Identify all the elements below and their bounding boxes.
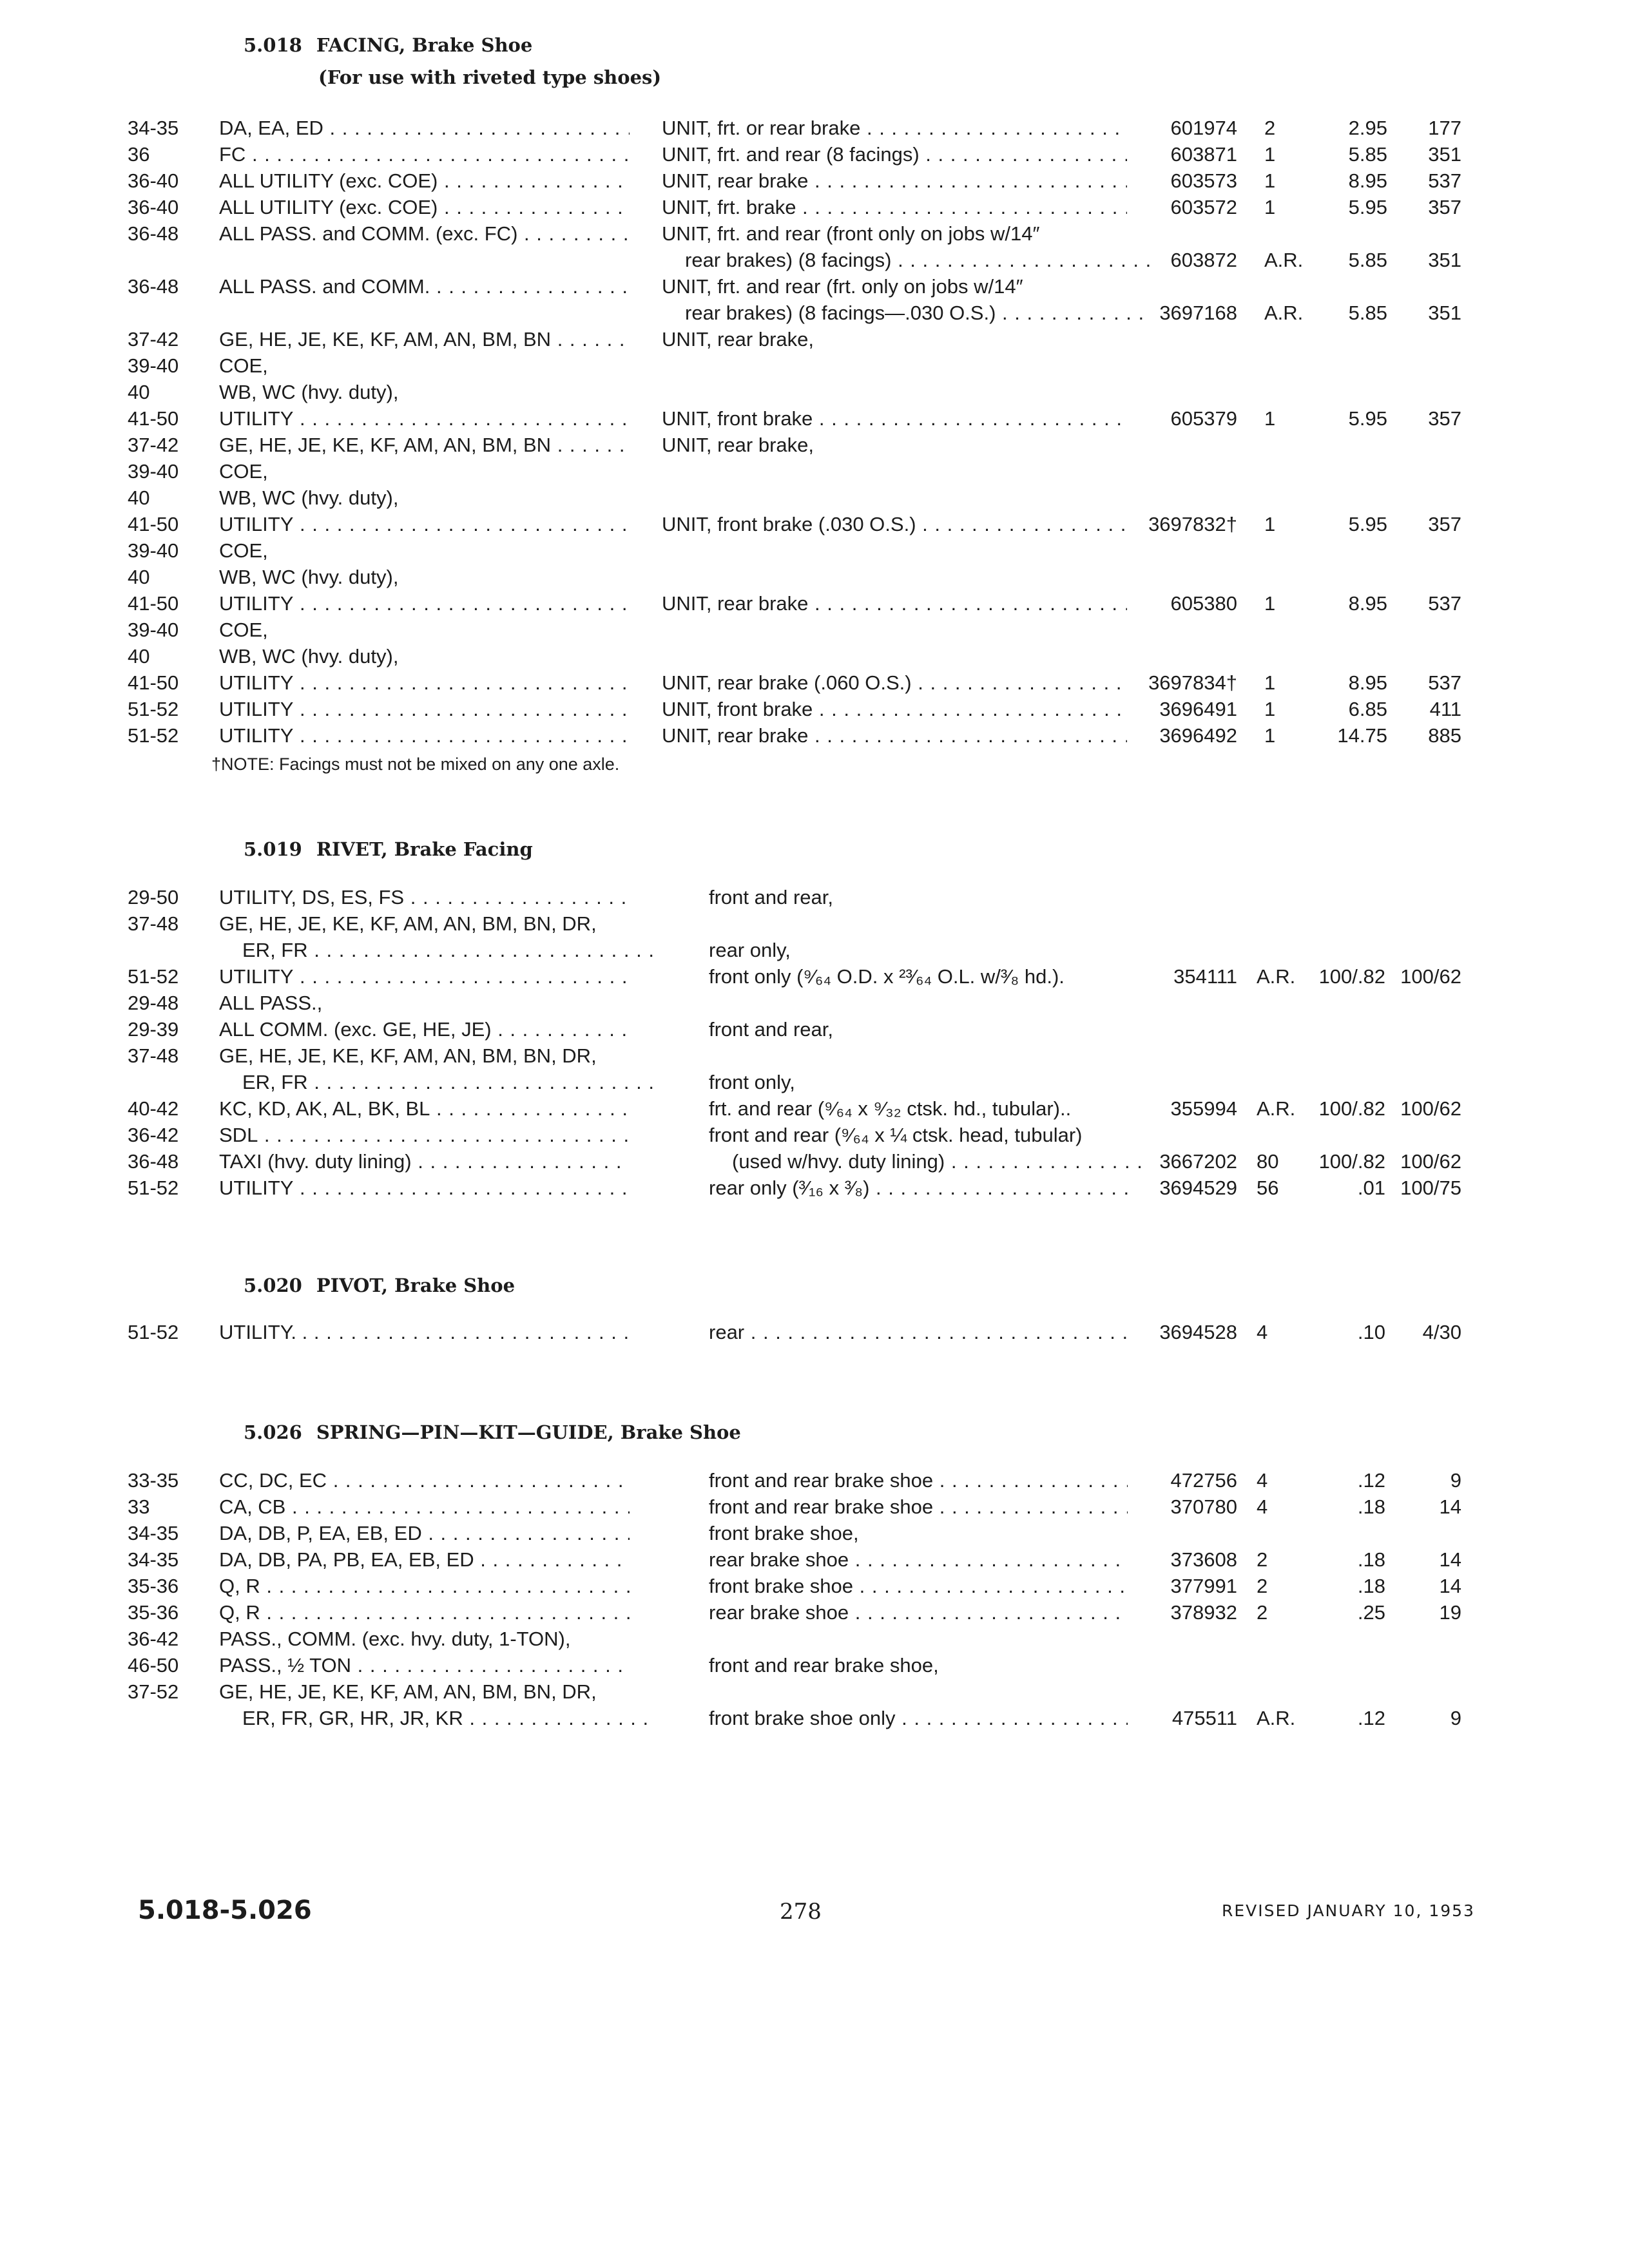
multiple-price-cell: 100/62: [1400, 1150, 1461, 1173]
table-row: [0, 990, 1629, 1016]
table-row: [0, 1494, 1629, 1520]
model-cell: ALL UTILITY (exc. COE) . . .: [219, 168, 630, 194]
price-cell: 5.85: [1348, 249, 1387, 271]
part-number-cell: 3667202: [1159, 1150, 1237, 1173]
model-cell: WB, WC (hvy. duty),: [219, 566, 399, 588]
year-cell: 36-42: [128, 1628, 179, 1650]
model-cell: COE,: [219, 619, 268, 641]
quantity-cell: 56: [1257, 1177, 1279, 1199]
year-cell: 37-42: [128, 434, 179, 456]
table-row: [0, 1599, 1629, 1626]
price-cell: 100/.82: [1318, 1097, 1385, 1120]
quantity-cell: 1: [1264, 407, 1276, 430]
part-number-cell: 377991: [1170, 1575, 1237, 1597]
model-cell: COE,: [219, 460, 268, 483]
section-title: 5.026 SPRING—PIN—KIT—GUIDE, Brake Shoe: [244, 1421, 741, 1443]
part-number-cell: 603872: [1170, 249, 1237, 271]
model-cell: UTILITY, DS, ES, FS . . .: [219, 884, 630, 910]
table-row: [0, 1095, 1629, 1122]
table-row: [0, 669, 1629, 696]
model-cell: ALL PASS. and COMM. . . .: [219, 273, 630, 300]
price-cell: .25: [1357, 1601, 1385, 1624]
multiple-price-cell: 351: [1428, 143, 1461, 166]
model-cell: PASS., COMM. (exc. hvy. duty, 1-TON),: [219, 1628, 571, 1650]
multiple-price-cell: 885: [1428, 724, 1461, 747]
year-cell: 40: [128, 566, 150, 588]
quantity-cell: 2: [1257, 1575, 1268, 1597]
model-cell: UTILITY . . .: [219, 696, 630, 722]
year-cell: 36-42: [128, 1124, 179, 1146]
part-number-cell: 603573: [1170, 169, 1237, 192]
year-cell: 29-50: [128, 886, 179, 908]
table-row: [0, 1678, 1629, 1705]
year-cell: 34-35: [128, 117, 179, 139]
model-cell: ER, FR, GR, HR, JR, KR . . .: [219, 1705, 653, 1731]
price-cell: 5.95: [1348, 513, 1387, 535]
quantity-cell: 4: [1257, 1321, 1268, 1343]
table-row: [0, 564, 1629, 590]
year-cell: 37-42: [128, 328, 179, 351]
price-cell: .18: [1357, 1548, 1385, 1571]
parts-table: [0, 115, 1629, 749]
model-cell: ER, FR . . .: [219, 937, 653, 963]
table-row: [0, 115, 1629, 141]
year-cell: 34-35: [128, 1548, 179, 1571]
quantity-cell: 2: [1264, 117, 1276, 139]
quantity-cell: A.R.: [1257, 965, 1296, 988]
year-cell: 51-52: [128, 1177, 179, 1199]
multiple-price-cell: 19: [1439, 1601, 1461, 1624]
multiple-price-cell: 357: [1428, 196, 1461, 218]
model-cell: UTILITY . . .: [219, 669, 630, 696]
multiple-price-cell: 9: [1450, 1469, 1461, 1492]
description-cell: rear only (³⁄₁₆ x ³⁄₈) . . .: [709, 1175, 1128, 1201]
part-number-cell: 355994: [1170, 1097, 1237, 1120]
year-cell: 40: [128, 645, 150, 668]
description-cell: front only,: [709, 1071, 795, 1093]
model-cell: KC, KD, AK, AL, BK, BL . . .: [219, 1095, 630, 1122]
part-number-cell: 472756: [1170, 1469, 1237, 1492]
table-row: [0, 352, 1629, 379]
year-cell: 41-50: [128, 592, 179, 615]
model-cell: GE, HE, JE, KE, KF, AM, AN, BM, BN . . .: [219, 326, 630, 352]
part-number-cell: 3697834†: [1148, 671, 1237, 694]
quantity-cell: 2: [1257, 1548, 1268, 1571]
model-cell: WB, WC (hvy. duty),: [219, 645, 399, 668]
year-cell: 51-52: [128, 1321, 179, 1343]
year-cell: 51-52: [128, 965, 179, 988]
year-cell: 39-40: [128, 460, 179, 483]
description-cell: front only (⁹⁄₆₄ O.D. x ²³⁄₆₄ O.L. w/³⁄₈ hd.).: [709, 965, 1065, 988]
description-cell: UNIT, frt. and rear (8 facings) . . .: [662, 141, 1127, 168]
part-number-cell: 605379: [1170, 407, 1237, 430]
table-row: [0, 643, 1629, 669]
multiple-price-cell: 537: [1428, 169, 1461, 192]
part-number-cell: 605380: [1170, 592, 1237, 615]
year-cell: 36-40: [128, 169, 179, 192]
year-cell: 36-48: [128, 1150, 179, 1173]
year-cell: 41-50: [128, 407, 179, 430]
description-cell: frt. and rear (⁹⁄₆₄ x ⁹⁄₃₂ ctsk. hd., tubular)..: [709, 1097, 1072, 1120]
description-cell: rear only,: [709, 939, 791, 961]
model-cell: UTILITY . . .: [219, 722, 630, 749]
description-cell: UNIT, front brake . . .: [662, 696, 1127, 722]
multiple-price-cell: 9: [1450, 1707, 1461, 1729]
description-cell: front brake shoe,: [709, 1522, 859, 1544]
description-cell: UNIT, frt. and rear (frt. only on jobs w/14″: [662, 275, 1023, 298]
year-cell: 33-35: [128, 1469, 179, 1492]
table-row: [0, 405, 1629, 432]
price-cell: 6.85: [1348, 698, 1387, 720]
price-cell: 100/.82: [1318, 965, 1385, 988]
table-row: [0, 300, 1629, 326]
year-cell: 35-36: [128, 1575, 179, 1597]
footnote: †NOTE: Facings must not be mixed on any one axle.: [211, 754, 620, 774]
table-row: [0, 194, 1629, 220]
table-row: [0, 511, 1629, 537]
quantity-cell: 2: [1257, 1601, 1268, 1624]
model-cell: PASS., ½ TON . . .: [219, 1652, 630, 1678]
year-cell: 41-50: [128, 513, 179, 535]
year-cell: 36-40: [128, 196, 179, 218]
description-cell: front and rear brake shoe,: [709, 1654, 939, 1677]
part-number-cell: 3696491: [1159, 698, 1237, 720]
model-cell: GE, HE, JE, KE, KF, AM, AN, BM, BN . . .: [219, 432, 630, 458]
year-cell: 51-52: [128, 698, 179, 720]
year-cell: 36-48: [128, 222, 179, 245]
table-row: [0, 220, 1629, 247]
table-row: [0, 168, 1629, 194]
table-row: [0, 722, 1629, 749]
model-cell: ALL PASS.,: [219, 992, 323, 1014]
table-row: [0, 910, 1629, 937]
description-cell: UNIT, front brake . . .: [662, 405, 1127, 432]
description-cell: (used w/hvy. duty lining) . . .: [709, 1148, 1151, 1175]
model-cell: GE, HE, JE, KE, KF, AM, AN, BM, BN, DR,: [219, 1680, 597, 1703]
year-cell: 39-40: [128, 539, 179, 562]
year-cell: 46-50: [128, 1654, 179, 1677]
table-row: [0, 937, 1629, 963]
year-cell: 40: [128, 486, 150, 509]
part-number-cell: 373608: [1170, 1548, 1237, 1571]
model-cell: DA, DB, PA, PB, EA, EB, ED . . .: [219, 1546, 630, 1573]
part-number-cell: 475511: [1171, 1707, 1237, 1729]
table-row: [0, 247, 1629, 273]
year-cell: 37-52: [128, 1680, 179, 1703]
model-cell: ALL UTILITY (exc. COE) . . .: [219, 194, 630, 220]
table-row: [0, 1122, 1629, 1148]
year-cell: 35-36: [128, 1601, 179, 1624]
price-cell: 8.95: [1348, 592, 1387, 615]
price-cell: .18: [1357, 1495, 1385, 1518]
description-cell: rear brakes) (8 facings) . . .: [662, 247, 1150, 273]
part-number-cell: 354111: [1173, 965, 1237, 988]
price-cell: 5.95: [1348, 196, 1387, 218]
part-number-cell: 603572: [1170, 196, 1237, 218]
model-cell: UTILITY . . .: [219, 963, 630, 990]
parts-table: [0, 1467, 1629, 1731]
table-row: [0, 537, 1629, 564]
model-cell: WB, WC (hvy. duty),: [219, 486, 399, 509]
quantity-cell: 4: [1257, 1469, 1268, 1492]
table-row: [0, 590, 1629, 617]
table-row: [0, 1652, 1629, 1678]
year-cell: 34-35: [128, 1522, 179, 1544]
table-row: [0, 1043, 1629, 1069]
year-cell: 36: [128, 143, 150, 166]
section-title: 5.018 FACING, Brake Shoe: [244, 34, 533, 56]
quantity-cell: 80: [1257, 1150, 1279, 1173]
year-cell: 40: [128, 381, 150, 403]
table-row: [0, 432, 1629, 458]
table-row: [0, 1016, 1629, 1043]
quantity-cell: 1: [1264, 143, 1276, 166]
description-cell: UNIT, frt. and rear (front only on jobs w/14″: [662, 222, 1040, 245]
table-row: [0, 1705, 1629, 1731]
price-cell: .10: [1357, 1321, 1385, 1343]
part-number-cell: 3696492: [1159, 724, 1237, 747]
description-cell: rear . . .: [709, 1319, 1128, 1345]
description-cell: front brake shoe only . . .: [709, 1705, 1128, 1731]
part-number-cell: 370780: [1170, 1495, 1237, 1518]
year-cell: 37-48: [128, 1044, 179, 1067]
description-cell: front and rear (⁹⁄₆₄ x ¼ ctsk. head, tubular): [709, 1124, 1083, 1146]
table-row: [0, 1319, 1629, 1345]
model-cell: Q, R . . .: [219, 1599, 630, 1626]
model-cell: WB, WC (hvy. duty),: [219, 381, 399, 403]
quantity-cell: 1: [1264, 169, 1276, 192]
model-cell: UTILITY . . .: [219, 590, 630, 617]
model-cell: DA, DB, P, EA, EB, ED . . .: [219, 1520, 630, 1546]
part-number-cell: 603871: [1170, 143, 1237, 166]
price-cell: .01: [1357, 1177, 1385, 1199]
model-cell: UTILITY . . .: [219, 1175, 630, 1201]
section-title: 5.019 RIVET, Brake Facing: [244, 838, 533, 860]
model-cell: FC . . .: [219, 141, 630, 168]
model-cell: UTILITY . . .: [219, 405, 630, 432]
description-cell: UNIT, rear brake (.060 O.S.) . . .: [662, 669, 1127, 696]
table-row: [0, 1069, 1629, 1095]
multiple-price-cell: 357: [1428, 513, 1461, 535]
part-number-cell: 378932: [1170, 1601, 1237, 1624]
table-row: [0, 1148, 1629, 1175]
quantity-cell: A.R.: [1264, 302, 1304, 324]
multiple-price-cell: 537: [1428, 671, 1461, 694]
multiple-price-cell: 100/62: [1400, 965, 1461, 988]
model-cell: ER, FR . . .: [219, 1069, 653, 1095]
model-cell: COE,: [219, 539, 268, 562]
description-cell: UNIT, frt. or rear brake . . .: [662, 115, 1127, 141]
parts-table: [0, 884, 1629, 1201]
footer-revised-date: REVISED JANUARY 10, 1953: [1222, 1901, 1475, 1920]
table-row: [0, 1546, 1629, 1573]
model-cell: UTILITY. . . . .: [219, 1319, 630, 1345]
description-cell: UNIT, rear brake . . .: [662, 590, 1127, 617]
model-cell: DA, EA, ED . . .: [219, 115, 630, 141]
quantity-cell: A.R.: [1257, 1707, 1296, 1729]
model-cell: GE, HE, JE, KE, KF, AM, AN, BM, BN, DR,: [219, 912, 597, 935]
model-cell: UTILITY . . .: [219, 511, 630, 537]
model-cell: CA, CB . . .: [219, 1494, 630, 1520]
quantity-cell: 1: [1264, 671, 1276, 694]
model-cell: ALL COMM. (exc. GE, HE, JE) . . .: [219, 1016, 630, 1043]
year-cell: 40-42: [128, 1097, 179, 1120]
year-cell: 29-39: [128, 1018, 179, 1041]
footer-page-number: 278: [780, 1899, 822, 1925]
table-row: [0, 485, 1629, 511]
model-cell: SDL . . .: [219, 1122, 630, 1148]
section-title: 5.020 PIVOT, Brake Shoe: [244, 1274, 516, 1296]
table-row: [0, 1626, 1629, 1652]
price-cell: .18: [1357, 1575, 1385, 1597]
table-row: [0, 273, 1629, 300]
price-cell: 5.85: [1348, 302, 1387, 324]
multiple-price-cell: 14: [1439, 1548, 1461, 1571]
description-cell: rear brakes) (8 facings—.030 O.S.) . . .: [662, 300, 1150, 326]
model-cell: GE, HE, JE, KE, KF, AM, AN, BM, BN, DR,: [219, 1044, 597, 1067]
table-row: [0, 884, 1629, 910]
description-cell: front brake shoe . . .: [709, 1573, 1128, 1599]
part-number-cell: 3694528: [1159, 1321, 1237, 1343]
price-cell: 100/.82: [1318, 1150, 1385, 1173]
multiple-price-cell: 14: [1439, 1495, 1461, 1518]
description-cell: front and rear,: [709, 886, 834, 908]
table-row: [0, 963, 1629, 990]
year-cell: 29-48: [128, 992, 179, 1014]
price-cell: 8.95: [1348, 671, 1387, 694]
description-cell: UNIT, rear brake,: [662, 328, 815, 351]
model-cell: Q, R . . .: [219, 1573, 630, 1599]
multiple-price-cell: 357: [1428, 407, 1461, 430]
year-cell: 51-52: [128, 724, 179, 747]
multiple-price-cell: 100/75: [1400, 1177, 1461, 1199]
description-cell: UNIT, rear brake . . .: [662, 168, 1127, 194]
quantity-cell: 1: [1264, 724, 1276, 747]
table-row: [0, 1467, 1629, 1494]
multiple-price-cell: 351: [1428, 249, 1461, 271]
table-row: [0, 458, 1629, 485]
multiple-price-cell: 177: [1428, 117, 1461, 139]
table-row: [0, 379, 1629, 405]
price-cell: 5.85: [1348, 143, 1387, 166]
model-cell: COE,: [219, 354, 268, 377]
price-cell: .12: [1357, 1707, 1385, 1729]
multiple-price-cell: 351: [1428, 302, 1461, 324]
price-cell: 2.95: [1348, 117, 1387, 139]
description-cell: front and rear brake shoe . . .: [709, 1494, 1128, 1520]
year-cell: 39-40: [128, 354, 179, 377]
description-cell: front and rear brake shoe . . .: [709, 1467, 1128, 1494]
model-cell: TAXI (hvy. duty lining) . . .: [219, 1148, 630, 1175]
quantity-cell: A.R.: [1257, 1097, 1296, 1120]
year-cell: 33: [128, 1495, 150, 1518]
year-cell: 39-40: [128, 619, 179, 641]
price-cell: 14.75: [1337, 724, 1387, 747]
footer-section-range: 5.018-5.026: [138, 1896, 312, 1925]
table-row: [0, 1175, 1629, 1201]
model-cell: CC, DC, EC . . .: [219, 1467, 630, 1494]
price-cell: 5.95: [1348, 407, 1387, 430]
description-cell: UNIT, rear brake . . .: [662, 722, 1127, 749]
multiple-price-cell: 100/62: [1400, 1097, 1461, 1120]
price-cell: .12: [1357, 1469, 1385, 1492]
year-cell: 36-48: [128, 275, 179, 298]
table-row: [0, 326, 1629, 352]
quantity-cell: 1: [1264, 196, 1276, 218]
price-cell: 8.95: [1348, 169, 1387, 192]
table-row: [0, 696, 1629, 722]
multiple-price-cell: 14: [1439, 1575, 1461, 1597]
quantity-cell: 1: [1264, 698, 1276, 720]
table-row: [0, 141, 1629, 168]
multiple-price-cell: 4/30: [1422, 1321, 1461, 1343]
description-cell: rear brake shoe . . .: [709, 1599, 1128, 1626]
year-cell: 37-48: [128, 912, 179, 935]
table-row: [0, 1520, 1629, 1546]
multiple-price-cell: 537: [1428, 592, 1461, 615]
quantity-cell: A.R.: [1264, 249, 1304, 271]
description-cell: UNIT, front brake (.030 O.S.) . . .: [662, 511, 1127, 537]
parts-table: [0, 1319, 1629, 1345]
model-cell: ALL PASS. and COMM. (exc. FC) . . .: [219, 220, 630, 247]
description-cell: front and rear,: [709, 1018, 834, 1041]
quantity-cell: 1: [1264, 513, 1276, 535]
table-row: [0, 617, 1629, 643]
quantity-cell: 4: [1257, 1495, 1268, 1518]
part-number-cell: 601974: [1170, 117, 1237, 139]
year-cell: 41-50: [128, 671, 179, 694]
description-cell: rear brake shoe . . .: [709, 1546, 1128, 1573]
quantity-cell: 1: [1264, 592, 1276, 615]
table-row: [0, 1573, 1629, 1599]
part-number-cell: 3697168: [1159, 302, 1237, 324]
part-number-cell: 3694529: [1159, 1177, 1237, 1199]
description-cell: UNIT, rear brake,: [662, 434, 815, 456]
description-cell: UNIT, frt. brake . . .: [662, 194, 1127, 220]
multiple-price-cell: 411: [1429, 698, 1461, 720]
section-subtitle: (For use with riveted type shoes): [318, 66, 662, 88]
part-number-cell: 3697832†: [1148, 513, 1237, 535]
